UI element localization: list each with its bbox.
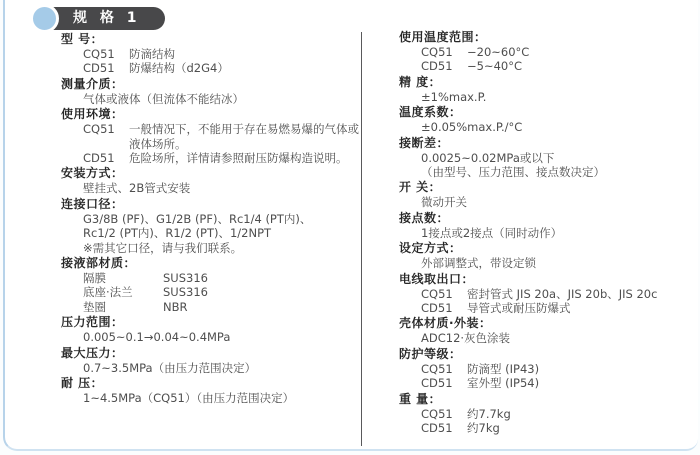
spec-line xyxy=(61,212,359,226)
spec-line xyxy=(399,376,700,390)
spec-heading: 测量介质： xyxy=(61,76,124,91)
spec-heading: 耐 压： xyxy=(61,376,104,391)
spec-line xyxy=(61,285,359,299)
spec-value: ADC12·灰色涂装 xyxy=(421,331,511,346)
spec-line xyxy=(399,226,700,240)
spec-line xyxy=(61,330,359,344)
spec-line xyxy=(61,151,359,165)
spec-label: CD51 xyxy=(83,151,115,166)
spec-heading: 型 号： xyxy=(61,32,104,46)
spec-label: CQ51 xyxy=(421,406,453,421)
spec-section-proof-pressure xyxy=(61,376,359,405)
spec-value: SUS316 xyxy=(163,271,208,286)
left-column xyxy=(61,31,359,406)
spec-line xyxy=(61,61,359,75)
spec-section-pressure-range xyxy=(61,315,359,344)
spec-label: 底座·法兰 xyxy=(83,285,133,300)
spec-section-max-pressure xyxy=(61,346,359,375)
spec-value: 室外型 (IP54) xyxy=(467,376,540,391)
spec-section-weight xyxy=(399,392,700,436)
spec-heading: 接点数： xyxy=(399,210,450,225)
spec-section-wetted-material xyxy=(61,256,359,314)
spec-line xyxy=(399,256,700,270)
spec-value: 0.005~0.1→0.04~0.4MPa xyxy=(83,330,231,345)
spec-heading: 压力范围： xyxy=(61,315,124,330)
spec-value: ※需其它口径，请与我们联系。 xyxy=(83,240,243,255)
spec-heading: 防护等级： xyxy=(399,346,462,361)
spec-section-housing xyxy=(399,316,700,345)
spec-value: 防滴结构 xyxy=(129,47,175,61)
spec-label: CQ51 xyxy=(83,122,115,137)
spec-label: CQ51 xyxy=(421,361,453,376)
spec-heading: 精 度： xyxy=(399,74,442,89)
spec-value: 壁挂式、2B管式安装 xyxy=(83,181,191,196)
spec-label: CQ51 xyxy=(83,47,115,61)
spec-heading: 重 量： xyxy=(399,391,442,406)
spec-section-mounting xyxy=(61,166,359,195)
spec-label: CD51 xyxy=(421,376,453,391)
spec-heading: 使用温度范围： xyxy=(399,30,487,44)
spec-heading: 壳体材质·外装： xyxy=(399,316,492,331)
spec-section-contacts xyxy=(399,211,700,240)
spec-line xyxy=(399,151,700,165)
spec-label: 垫圈 xyxy=(83,299,106,314)
spec-heading: 温度系数： xyxy=(399,105,462,120)
spec-value: 防滴型 (IP43) xyxy=(467,361,540,376)
spec-section-temp-coefficient xyxy=(399,105,700,134)
spec-line xyxy=(61,271,359,285)
spec-line xyxy=(399,120,700,134)
spec-value: 1接点或2接点（同时动作） xyxy=(421,225,563,240)
spec-line xyxy=(61,226,359,240)
spec-card xyxy=(3,0,698,451)
spec-value: SUS316 xyxy=(163,285,208,300)
spec-line xyxy=(61,391,359,405)
spec-label: CQ51 xyxy=(421,286,453,301)
spec-value: （由型号、压力范围、接点数决定） xyxy=(421,165,605,180)
spec-value: −5~40°C xyxy=(467,59,523,74)
spec-section-wire-outlet xyxy=(399,272,700,316)
spec-line xyxy=(399,195,700,209)
spec-value: 外部调整式，带设定锁 xyxy=(421,256,536,271)
spec-section-medium xyxy=(61,77,359,106)
spec-value: −20~60°C xyxy=(467,45,530,59)
spec-line xyxy=(61,122,359,151)
spec-label: CD51 xyxy=(421,301,453,316)
spec-heading: 安装方式： xyxy=(61,166,124,181)
spec-section-environment xyxy=(61,107,359,165)
spec-label: CD51 xyxy=(421,421,453,436)
spec-section-model xyxy=(61,32,359,76)
spec-line xyxy=(61,181,359,195)
spec-value: 危险场所，详情请参照耐压防爆构造说明。 xyxy=(129,151,348,166)
spec-heading: 使用环境： xyxy=(61,107,124,122)
spec-line xyxy=(61,300,359,314)
spec-line xyxy=(399,301,700,315)
spec-value: G3/8B (PF)、G1/2B (PF)、Rc1/4 (PT内)、 xyxy=(83,211,312,226)
spec-section-connection xyxy=(61,197,359,255)
spec-heading: 电线取出口： xyxy=(399,271,475,286)
spec-value: Rc1/2 (PT内)、R1/2 (PT)、1/2NPT xyxy=(83,226,272,241)
spec-line xyxy=(399,45,700,59)
spec-line xyxy=(399,331,700,345)
spec-value: 导管式或耐压防爆式 xyxy=(467,301,571,316)
spec-value: 一般情况下，不能用于存在易燃易爆的气体或液体场所。 xyxy=(129,122,359,151)
bullet-circle-icon xyxy=(30,4,59,33)
spec-value: NBR xyxy=(163,299,188,314)
spec-line xyxy=(61,361,359,375)
spec-value: 防爆结构（d2G4） xyxy=(129,61,229,76)
spec-line xyxy=(61,241,359,255)
spec-line xyxy=(61,47,359,61)
spec-line xyxy=(399,421,700,435)
spec-value: 约7.7kg xyxy=(467,406,511,421)
spec-heading: 设定方式： xyxy=(399,241,462,256)
spec-section-protection-rating xyxy=(399,347,700,391)
spec-value: ±1%max.P. xyxy=(421,89,487,104)
spec-line xyxy=(61,92,359,106)
spec-value: 0.0025~0.02MPa或以下 xyxy=(421,150,555,165)
spec-heading: 接液部材质： xyxy=(61,256,137,271)
spec-label: CD51 xyxy=(83,61,115,76)
spec-section-switch xyxy=(399,180,700,209)
spec-label: CQ51 xyxy=(421,45,453,59)
spec-label: CD51 xyxy=(421,59,453,74)
right-column xyxy=(399,29,700,436)
spec-line xyxy=(399,407,700,421)
spec-heading: 连接口径： xyxy=(61,196,124,211)
column-divider xyxy=(361,32,362,446)
spec-label: 隔膜 xyxy=(83,271,106,286)
page-header xyxy=(30,5,165,31)
spec-heading: 接断差： xyxy=(399,135,450,150)
spec-value: 1~4.5MPa（CQ51）（由压力范围决定） xyxy=(83,391,295,406)
spec-line xyxy=(399,165,700,179)
spec-section-accuracy xyxy=(399,75,700,104)
spec-line xyxy=(399,90,700,104)
spec-heading: 最大压力： xyxy=(61,345,124,360)
spec-section-differential xyxy=(399,136,700,180)
spec-value: 0.7~3.5MPa（由压力范围决定） xyxy=(83,360,257,375)
spec-line xyxy=(399,59,700,73)
spec-heading: 开 关： xyxy=(399,180,442,195)
spec-line xyxy=(399,362,700,376)
page-title: 规 格 1 xyxy=(43,7,165,30)
spec-value: ±0.05%max.P./°C xyxy=(421,120,523,135)
spec-value: 约7kg xyxy=(467,421,500,436)
spec-value: 气体或液体（但流体不能结冰） xyxy=(83,91,244,106)
spec-line xyxy=(399,287,700,301)
spec-section-setting-method xyxy=(399,241,700,270)
spec-value: 密封管式 JIS 20a、JIS 20b、JIS 20c xyxy=(467,286,658,301)
spec-section-temp-range xyxy=(399,30,700,74)
spec-value: 微动开关 xyxy=(421,195,467,210)
